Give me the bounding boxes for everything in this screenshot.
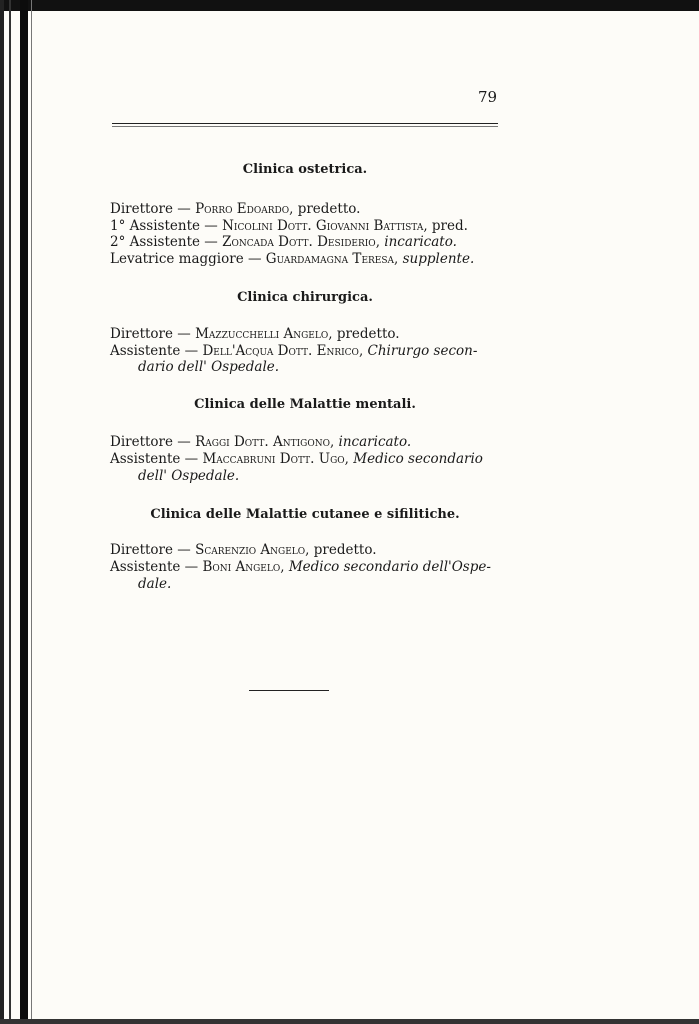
staff-line — [110, 451, 502, 467]
note-text: , pred. — [423, 218, 468, 234]
header-rule — [112, 126, 498, 127]
staff-line — [110, 234, 502, 250]
section-heading: Clinica delle Malattie cutanee e sifilitiche. — [150, 507, 460, 522]
role-label: Assistente — — [110, 451, 203, 467]
staff-line — [110, 434, 502, 450]
scan-spine-edge — [0, 0, 4, 1024]
staff-line — [110, 326, 502, 342]
staff-line — [110, 251, 502, 267]
note-italic: incaricato. — [384, 234, 457, 250]
person-name: Raggi Dott. Antigono — [195, 434, 330, 450]
role-label: Assistente — — [110, 559, 203, 575]
role-label: Direttore — — [110, 542, 196, 558]
note-text: , — [280, 559, 289, 575]
end-rule — [249, 690, 329, 691]
scan-bottom-border — [0, 1019, 699, 1024]
scan-top-border — [0, 0, 699, 11]
staff-line — [110, 343, 502, 359]
note-italic: incaricato. — [338, 434, 412, 450]
person-name: Porro Edoardo — [195, 201, 290, 217]
continuation-line: dell' Ospedale. — [138, 468, 240, 484]
person-name: Maccabruni Dott. Ugo — [202, 451, 345, 467]
role-label: Direttore — — [110, 434, 196, 450]
person-name: Guardamagna Teresa — [265, 251, 395, 267]
header-rule — [112, 123, 498, 124]
person-name: Scarenzio Angelo — [195, 542, 306, 558]
person-name: Mazzucchelli Angelo — [195, 326, 329, 342]
continuation-line: dale. — [138, 576, 172, 592]
role-label: Assistente — — [110, 343, 203, 359]
note-text: , — [394, 251, 403, 267]
person-name: Dell'Acqua Dott. Enrico — [202, 343, 359, 359]
role-label: Direttore — — [110, 326, 196, 342]
note-italic: Medico secondario dell'Ospe- — [288, 559, 491, 575]
note-text: , predetto. — [289, 201, 361, 217]
continuation-line: dario dell' Ospedale. — [138, 359, 280, 375]
person-name: Boni Angelo — [202, 559, 281, 575]
note-text: , predetto. — [328, 326, 400, 342]
scan-spine-edge — [20, 0, 28, 1024]
section-heading: Clinica chirurgica. — [237, 290, 373, 305]
role-label: Levatrice maggiore — — [110, 251, 266, 267]
note-italic: Medico secondario — [353, 451, 483, 467]
note-text: , — [375, 234, 385, 250]
staff-line — [110, 201, 502, 217]
scan-spine-edge — [31, 0, 32, 1024]
note-text: , — [358, 343, 368, 359]
staff-line — [110, 559, 502, 575]
note-text: , predetto. — [305, 542, 377, 558]
person-name: Nicolini Dott. Giovanni Battista — [222, 218, 424, 234]
section-heading: Clinica delle Malattie mentali. — [194, 397, 416, 412]
role-label: Direttore — — [110, 201, 196, 217]
note-italic: Chirurgo secon- — [367, 343, 478, 359]
note-italic: supplente. — [402, 251, 475, 267]
role-label: 2° Assistente — — [110, 234, 223, 250]
staff-line — [110, 542, 502, 558]
page-number: 79 — [478, 88, 498, 106]
person-name: Zoncada Dott. Desiderio — [222, 234, 376, 250]
role-label: 1° Assistente — — [110, 218, 223, 234]
note-text: , — [329, 434, 339, 450]
note-text: , — [344, 451, 354, 467]
scan-spine-edge — [9, 0, 11, 1024]
staff-line — [110, 218, 502, 234]
section-heading: Clinica ostetrica. — [242, 162, 368, 177]
